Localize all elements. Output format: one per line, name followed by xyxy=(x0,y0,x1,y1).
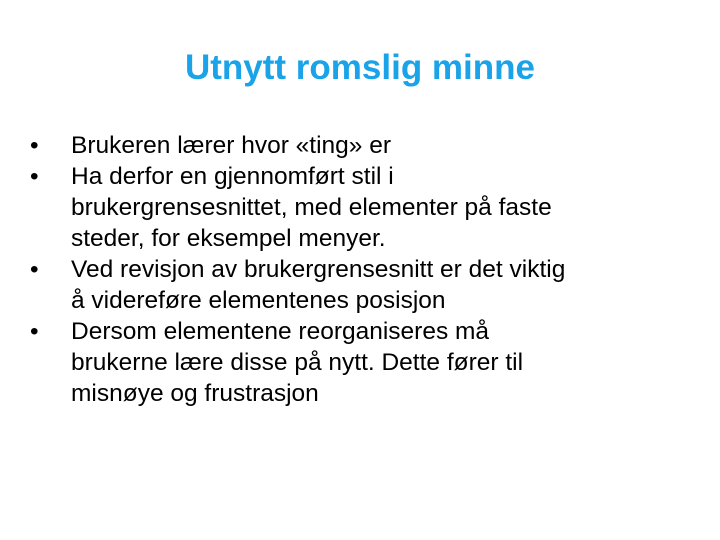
bullet-text-line: Brukeren lærer hvor «ting» er xyxy=(71,132,392,159)
bullet-marker: • xyxy=(30,256,39,283)
bullet-item xyxy=(30,161,690,254)
bullet-text-line: Ved revisjon av brukergrensesnitt er det viktig xyxy=(71,256,566,283)
bullet-text-line: brukerne lære disse på nytt. Dette fører til xyxy=(71,349,524,376)
bullet-list xyxy=(30,130,690,409)
bullet-marker: • xyxy=(30,318,39,345)
bullet-text-line: Dersom elementene reorganiseres må xyxy=(71,318,490,345)
bullet-marker: • xyxy=(30,163,39,190)
bullet-text-line: Ha derfor en gjennomført stil i xyxy=(71,163,394,190)
bullet-item xyxy=(30,254,690,316)
bullet-item xyxy=(30,130,690,161)
bullet-item xyxy=(30,316,690,409)
bullet-text-line: å videreføre elementenes posisjon xyxy=(71,287,446,314)
bullet-text-line: misnøye og frustrasjon xyxy=(71,380,319,407)
bullet-marker: • xyxy=(30,132,39,159)
bullet-text-line: steder, for eksempel menyer. xyxy=(71,225,386,252)
bullet-text-line: brukergrensesnittet, med elementer på faste xyxy=(71,194,552,221)
slide-title: Utnytt romslig minne xyxy=(184,48,536,87)
